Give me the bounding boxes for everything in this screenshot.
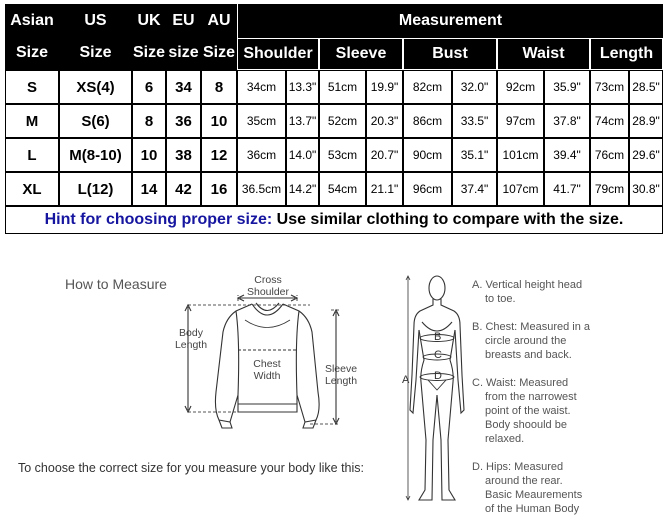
- how-to-measure-title: How to Measure: [65, 276, 167, 292]
- cross-shoulder-line1: Cross: [254, 274, 282, 286]
- note-line: Body shoould be: [485, 419, 567, 431]
- cell-waist-cm: 107cm: [497, 172, 544, 206]
- cell-bust-cm: 90cm: [403, 138, 452, 172]
- note-line: to toe.: [485, 293, 516, 305]
- cell-uk: 10: [132, 138, 166, 172]
- header-uk-line2: Size: [132, 44, 165, 61]
- cell-asian: L: [5, 138, 59, 172]
- cell-waist-cm: 92cm: [497, 70, 544, 104]
- cell-shoulder-cm: 36cm: [237, 138, 286, 172]
- cell-waist-in: 35.9": [544, 70, 590, 104]
- note-c: [472, 376, 592, 446]
- cell-sleeve-cm: 52cm: [319, 104, 366, 138]
- cell-sleeve-cm: 51cm: [319, 70, 366, 104]
- note-line: circle around the: [485, 335, 567, 347]
- cell-us: L(12): [59, 172, 132, 206]
- note-line: A. Vertical height head: [472, 279, 583, 291]
- cell-bust-cm: 82cm: [403, 70, 452, 104]
- header-asian-line1: Asian: [10, 12, 54, 29]
- cell-length-cm: 74cm: [590, 104, 629, 138]
- cell-au: 12: [201, 138, 237, 172]
- note-line: B. Chest: Measured in a: [472, 321, 591, 333]
- cell-bust-cm: 86cm: [403, 104, 452, 138]
- cell-bust-in: 37.4": [452, 172, 497, 206]
- cell-length-in: 28.5": [629, 70, 663, 104]
- cell-waist-cm: 97cm: [497, 104, 544, 138]
- cell-asian: XL: [5, 172, 59, 206]
- header-shoulder: Shoulder: [237, 38, 319, 70]
- cell-bust-in: 35.1": [452, 138, 497, 172]
- cell-sleeve-cm: 54cm: [319, 172, 366, 206]
- header-waist: Waist: [497, 38, 590, 70]
- cell-eu: 42: [166, 172, 201, 206]
- cell-shoulder-in: 14.0": [286, 138, 319, 172]
- cell-uk: 6: [132, 70, 166, 104]
- cell-au: 16: [201, 172, 237, 206]
- body-length-line1: Body: [179, 327, 203, 339]
- chest-width-line2: Width: [253, 370, 281, 382]
- cross-shoulder-line2: Shoulder: [246, 286, 290, 298]
- note-b: [472, 320, 592, 362]
- figure-letter-a: A: [402, 374, 410, 386]
- cell-sleeve-in: 21.1": [366, 172, 403, 206]
- cell-au: 8: [201, 70, 237, 104]
- sleeve-length-line1: Sleeve: [324, 363, 358, 375]
- header-au-line1: AU: [207, 12, 231, 29]
- note-line: C. Waist: Measured: [472, 377, 569, 389]
- cell-us: M(8-10): [59, 138, 132, 172]
- chest-width-line1: Chest: [253, 358, 281, 370]
- header-bust: Bust: [403, 38, 497, 70]
- header-measurement: Measurement: [237, 4, 663, 38]
- cell-eu: 38: [166, 138, 201, 172]
- note-line: point of the waist.: [485, 405, 571, 417]
- note-line: breasts and back.: [485, 349, 572, 361]
- note-line: of the Human Body: [485, 503, 580, 515]
- header-uk-line1: UK: [137, 12, 161, 29]
- cell-shoulder-cm: 35cm: [237, 104, 286, 138]
- body-length-line2: Length: [174, 339, 208, 351]
- header-sleeve: Sleeve: [319, 38, 403, 70]
- cell-length-cm: 79cm: [590, 172, 629, 206]
- cell-eu: 36: [166, 104, 201, 138]
- header-length: Length: [590, 38, 663, 70]
- cell-shoulder-in: 13.7": [286, 104, 319, 138]
- cell-shoulder-cm: 34cm: [237, 70, 286, 104]
- sleeve-length-line2: Length: [324, 375, 358, 387]
- cell-asian: S: [5, 70, 59, 104]
- cell-length-cm: 76cm: [590, 138, 629, 172]
- note-a: [472, 278, 592, 306]
- cell-length-cm: 73cm: [590, 70, 629, 104]
- cell-au: 10: [201, 104, 237, 138]
- note-line: D. Hips: Measured: [472, 461, 564, 473]
- header-eu-line1: EU: [172, 12, 195, 29]
- cell-length-in: 28.9": [629, 104, 663, 138]
- note-line: from the narrowest: [485, 391, 577, 403]
- cell-shoulder-cm: 36.5cm: [237, 172, 286, 206]
- cell-sleeve-in: 20.3": [366, 104, 403, 138]
- cell-us: XS(4): [59, 70, 132, 104]
- cell-length-in: 30.8": [629, 172, 663, 206]
- cell-sleeve-in: 20.7": [366, 138, 403, 172]
- cell-sleeve-in: 19.9": [366, 70, 403, 104]
- note-line: Basic Meaurements: [485, 489, 583, 501]
- cell-uk: 8: [132, 104, 166, 138]
- header-asian-line2: Size: [15, 44, 48, 61]
- cell-uk: 14: [132, 172, 166, 206]
- cell-bust-in: 33.5": [452, 104, 497, 138]
- note-line: relaxed.: [485, 433, 525, 445]
- cell-waist-in: 39.4": [544, 138, 590, 172]
- cell-waist-in: 37.8": [544, 104, 590, 138]
- cell-shoulder-in: 13.3": [286, 70, 319, 104]
- cell-sleeve-cm: 53cm: [319, 138, 366, 172]
- note-d: [472, 460, 592, 516]
- instruction-text: To choose the correct size for you measure your body like this:: [18, 461, 364, 475]
- header-us-line1: US: [84, 12, 107, 29]
- hint-text: Use similar clothing to compare with the size.: [272, 211, 624, 228]
- header-eu-line2: size: [168, 44, 199, 61]
- note-line: around the rear.: [485, 475, 563, 487]
- figure-letter-d: D: [434, 370, 442, 382]
- header-us-line2: Size: [79, 44, 112, 61]
- cell-waist-cm: 101cm: [497, 138, 544, 172]
- cell-us: S(6): [59, 104, 132, 138]
- cell-shoulder-in: 14.2": [286, 172, 319, 206]
- header-au-line2: Size: [202, 44, 235, 61]
- cell-bust-cm: 96cm: [403, 172, 452, 206]
- cell-bust-in: 32.0": [452, 70, 497, 104]
- cell-eu: 34: [166, 70, 201, 104]
- cell-length-in: 29.6": [629, 138, 663, 172]
- hint-label: Hint for choosing proper size:: [44, 211, 273, 228]
- figure-letter-c: C: [434, 349, 442, 361]
- cell-waist-in: 41.7": [544, 172, 590, 206]
- figure-letter-b: B: [434, 331, 442, 343]
- cell-asian: M: [5, 104, 59, 138]
